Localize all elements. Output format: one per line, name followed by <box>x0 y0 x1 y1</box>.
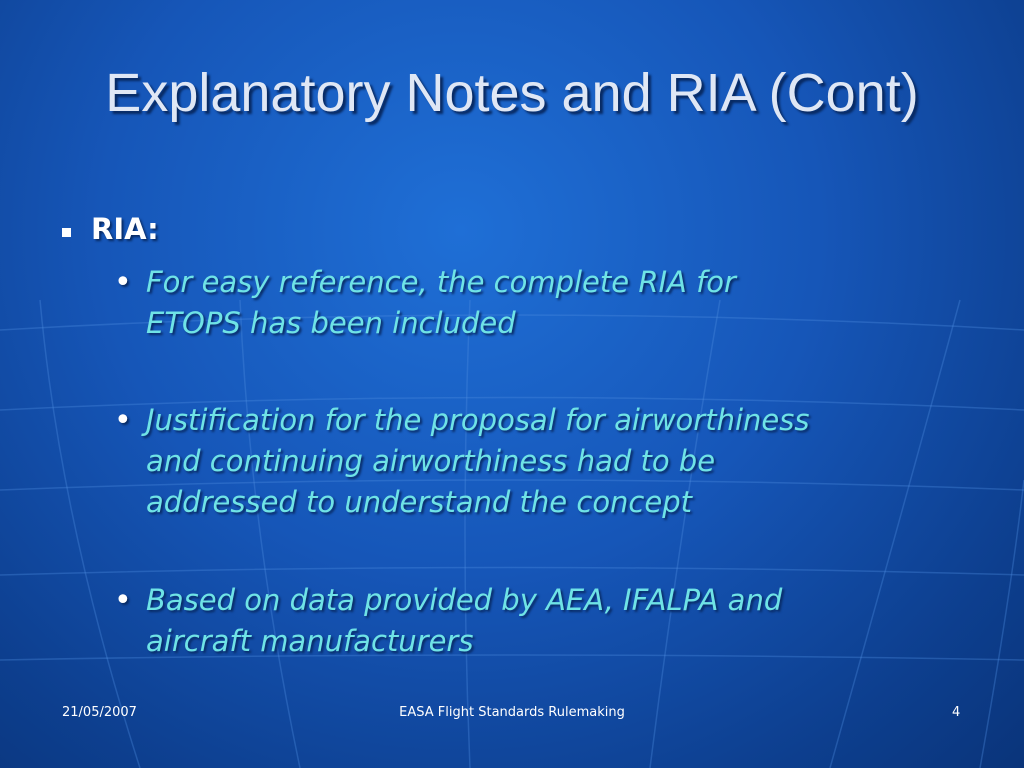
slide-title: Explanatory Notes and RIA (Cont) <box>105 63 919 123</box>
sub-bullet-line: Based on data provided by AEA, IFALPA and <box>146 583 783 617</box>
sub-bullet-line: ETOPS has been included <box>146 306 516 340</box>
sub-bullet-line: For easy reference, the complete RIA for <box>146 265 736 299</box>
footer-center-text: EASA Flight Standards Rulemaking <box>399 705 625 720</box>
main-bullet <box>62 212 159 246</box>
sub-bullet-line: addressed to understand the concept <box>146 485 693 519</box>
main-bullet-label: RIA: <box>91 212 159 246</box>
sub-bullet-line: and continuing airworthiness had to be <box>146 444 716 478</box>
footer-page-number: 4 <box>952 705 961 720</box>
sub-bullet-text <box>146 262 736 344</box>
sub-bullet-3 <box>114 580 954 662</box>
sub-bullet-text <box>146 400 809 523</box>
bullet-dot-icon: • <box>114 265 132 300</box>
bullet-dot-icon: • <box>114 583 132 618</box>
sub-bullet-1 <box>114 262 954 344</box>
square-bullet-icon <box>62 228 71 237</box>
sub-bullet-2 <box>114 400 954 523</box>
sub-bullet-line: aircraft manufacturers <box>146 624 474 658</box>
bullet-dot-icon: • <box>114 403 132 438</box>
sub-bullet-line: Justification for the proposal for airworthiness <box>146 403 810 437</box>
footer-date: 21/05/2007 <box>62 705 137 720</box>
sub-bullet-text <box>146 580 782 662</box>
